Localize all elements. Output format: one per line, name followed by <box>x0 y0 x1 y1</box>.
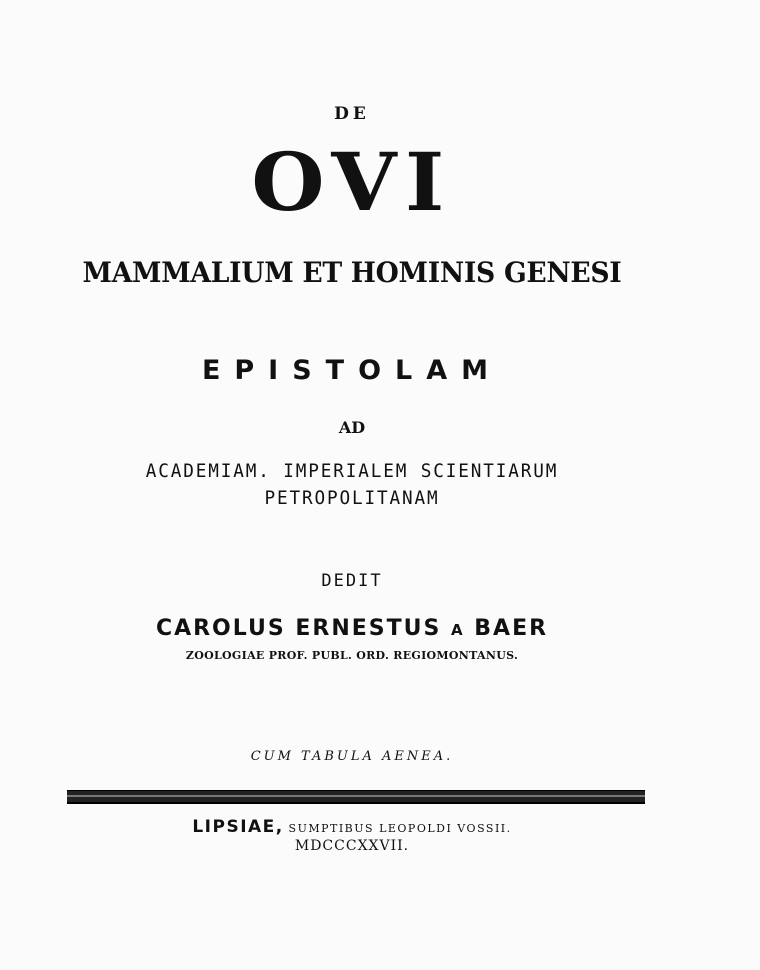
title-prefix: DE <box>334 104 370 124</box>
epistolam-heading: EPISTOLAM <box>201 355 503 386</box>
imprint <box>0 817 704 837</box>
main-title: OVI <box>251 135 453 229</box>
recipient-line-2: PETROPOLITANAM <box>264 487 440 509</box>
author-particle: A <box>451 621 465 639</box>
subtitle: MAMMALIUM ET HOMINIS GENESI <box>82 256 622 289</box>
author-surname: BAER <box>474 616 549 641</box>
plate-note: CUM TABULA AENEA. <box>250 749 454 764</box>
publication-year: MDCCCXXVII. <box>294 838 410 854</box>
ad-line: AD <box>338 418 366 437</box>
dedit-line: DEDIT <box>321 571 383 591</box>
author-name <box>0 616 704 641</box>
imprint-city: LIPSIAE, <box>192 817 284 837</box>
author-affiliation: ZOOLOGIAE PROF. PUBL. ORD. REGIOMONTANUS. <box>185 649 519 662</box>
author-first-names: CAROLUS ERNESTUS <box>155 616 442 641</box>
recipient-line-1: ACADEMIAM. IMPERIALEM SCIENTIARUM <box>145 460 559 482</box>
decorative-rule <box>67 790 645 804</box>
imprint-publisher: SUMPTIBUS LEOPOLDI VOSSII. <box>288 822 512 835</box>
